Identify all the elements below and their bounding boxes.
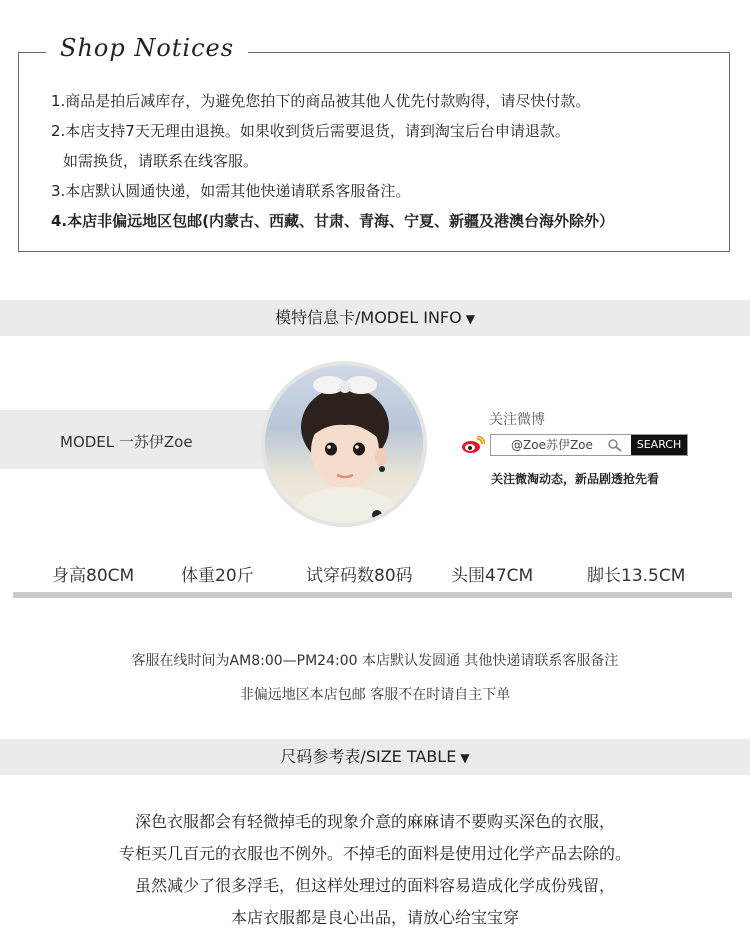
model-photo xyxy=(265,365,423,523)
service-hours: 客服在线时间为AM8:00—PM24:00 本店默认发圆通 其他快递请联系客服备注 xyxy=(131,653,619,669)
notice-item-4: 4.本店非偏远地区包邮(内蒙古、西藏、甘肃、青海、宁夏、新疆及港澳台海外除外） xyxy=(51,212,614,230)
stat-foot: 脚长13.5CM xyxy=(587,566,686,586)
weibo-follow-label: 关注微博 xyxy=(489,412,545,428)
stat-head: 头围47CM xyxy=(451,566,534,586)
weibo-search-button[interactable]: SEARCH xyxy=(631,435,687,455)
search-icon[interactable] xyxy=(607,438,623,452)
triangle-down-icon: ▼ xyxy=(460,751,470,765)
weibo-search-input[interactable] xyxy=(511,437,606,451)
model-avatar xyxy=(261,361,427,527)
size-table-title: 尺码参考表/SIZE TABLE xyxy=(280,747,457,766)
weibo-icon[interactable] xyxy=(461,436,485,454)
shop-notices-box xyxy=(18,52,730,252)
weibo-note: 关注微淘动态，新品剧透抢先看 xyxy=(491,472,660,486)
service-shipping: 非偏远地区本店包邮 客服不在时请自主下单 xyxy=(239,687,511,703)
notice-item-2: 2.本店支持7天无理由退换。如果收到货后需要退货，请到淘宝后台申请退款。 xyxy=(51,122,570,140)
stat-weight: 体重20斤 xyxy=(181,566,254,586)
notice-list xyxy=(51,86,614,236)
shop-notices-title: Shop Notices xyxy=(46,34,248,62)
size-note-line-3: 虽然减少了很多浮毛，但这样处理过的面料容易造成化学成份残留， xyxy=(134,876,615,895)
model-info-header xyxy=(0,300,750,336)
triangle-down-icon: ▼ xyxy=(465,312,475,326)
size-table-header xyxy=(0,739,750,775)
notice-item-1: 1.商品是拍后减库存，为避免您拍下的商品被其他人优先付款购得，请尽快付款。 xyxy=(51,92,591,110)
stat-height: 身高80CM xyxy=(52,566,135,586)
notice-item-3: 3.本店默认圆通快递，如需其他快递请联系客服备注。 xyxy=(51,182,411,200)
size-note-line-1: 深色衣服都会有轻微掉毛的现象介意的麻麻请不要购买深色的衣服， xyxy=(134,812,615,831)
model-name: MODEL 一苏伊Zoe xyxy=(60,433,193,451)
model-info-title: 模特信息卡/MODEL INFO xyxy=(275,308,462,327)
size-note-line-4: 本店衣服都是良心出品，请放心给宝宝穿 xyxy=(230,908,519,927)
notice-item-2-continued: 如需换货，请联系在线客服。 xyxy=(63,152,259,170)
weibo-search-box xyxy=(490,434,688,456)
stat-try-size: 试穿码数80码 xyxy=(306,566,413,586)
divider xyxy=(13,592,732,598)
size-note-line-2: 专柜买几百元的衣服也不例外。不掉毛的面料是使用过化学产品去除的。 xyxy=(118,844,631,863)
